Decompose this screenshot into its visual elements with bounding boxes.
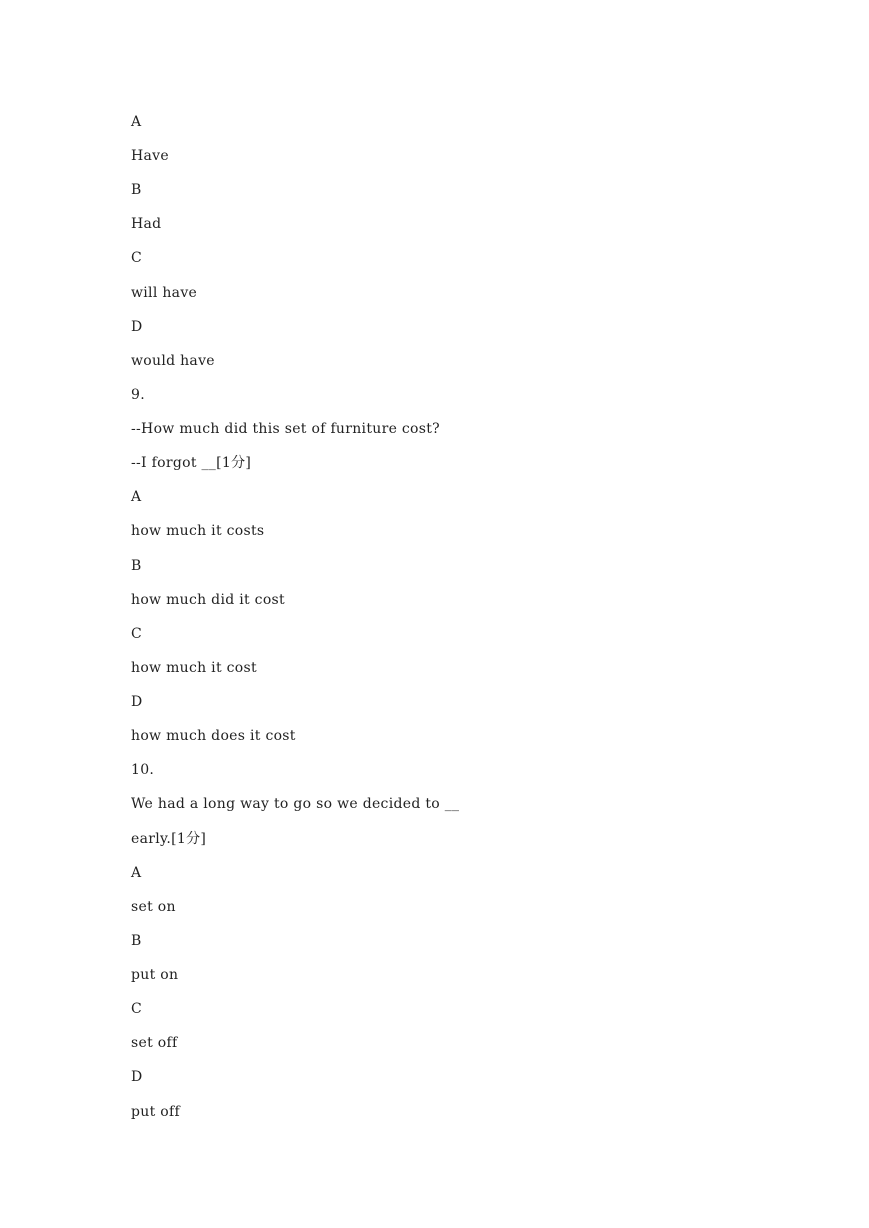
option-letter: C <box>131 250 143 266</box>
option-letter: B <box>131 182 142 198</box>
option-text: set off <box>131 1035 178 1051</box>
option-text: Had <box>131 216 162 232</box>
option-text: will have <box>131 285 198 301</box>
option-letter: D <box>131 1069 143 1085</box>
option-letter: B <box>131 558 142 574</box>
question-text: We had a long way to go so we decided to __ <box>131 796 460 812</box>
option-text: how much does it cost <box>131 728 296 744</box>
option-text: put off <box>131 1104 180 1120</box>
option-letter: C <box>131 1001 143 1017</box>
option-letter: B <box>131 933 142 949</box>
option-letter: D <box>131 319 143 335</box>
option-text: Have <box>131 148 169 164</box>
option-text: how much it costs <box>131 523 265 539</box>
question-text: --How much did this set of furniture cost? <box>131 421 440 437</box>
option-text: put on <box>131 967 179 983</box>
option-letter: A <box>131 865 142 881</box>
option-letter: A <box>131 114 142 130</box>
option-letter: D <box>131 694 143 710</box>
option-text: set on <box>131 899 176 915</box>
option-letter: A <box>131 489 142 505</box>
option-text: how much did it cost <box>131 592 285 608</box>
question-text: --I forgot __[1分] <box>131 455 252 471</box>
option-text: how much it cost <box>131 660 257 676</box>
option-text: would have <box>131 353 215 369</box>
question-number: 9. <box>131 387 145 403</box>
option-letter: C <box>131 626 143 642</box>
question-text: early.[1分] <box>131 831 207 847</box>
question-number: 10. <box>131 762 155 778</box>
